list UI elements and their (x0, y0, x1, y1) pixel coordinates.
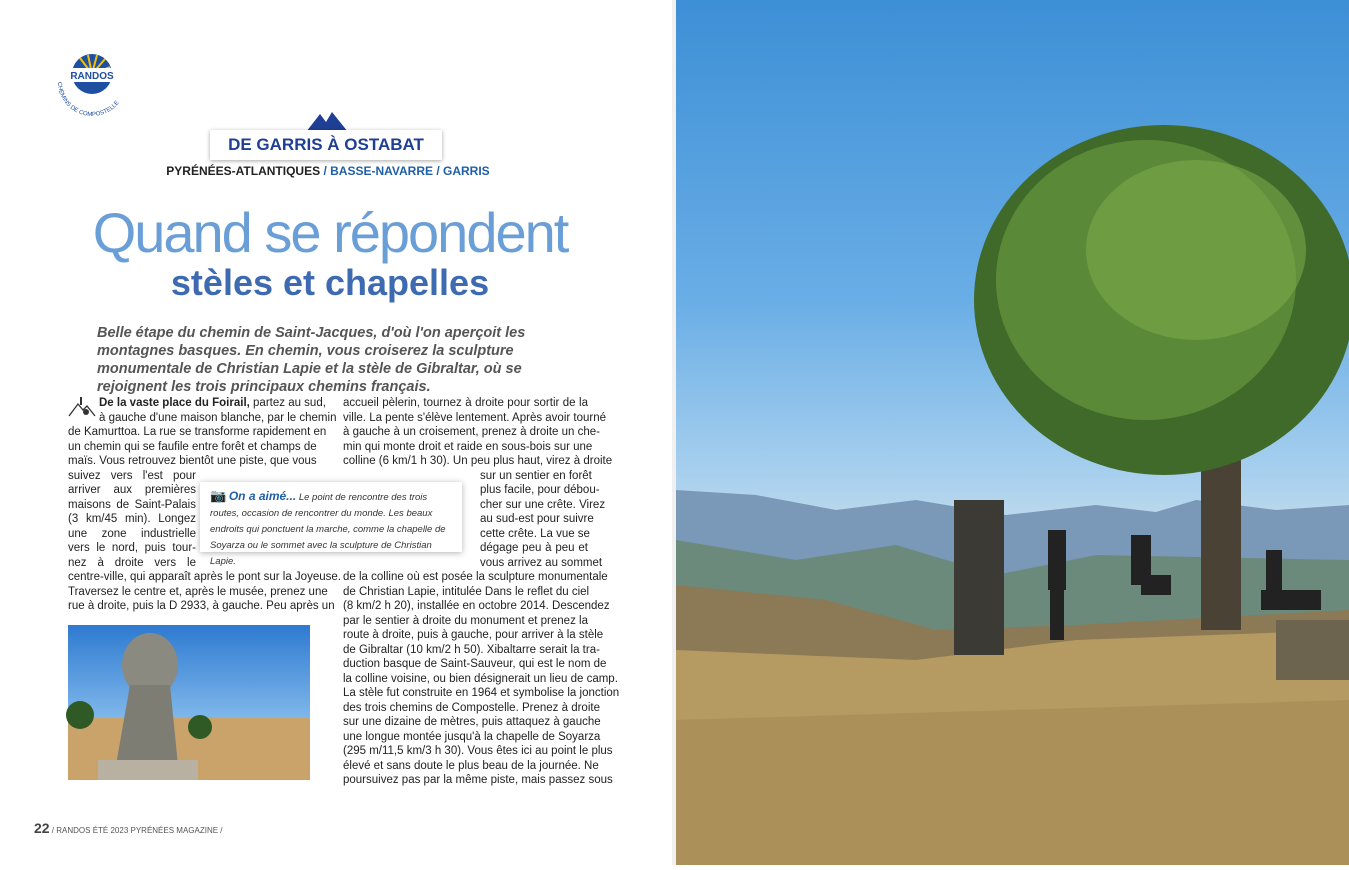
line-text: accueil pèlerin, tournez à droite pour sortir de la (343, 397, 588, 409)
line-text: des trois chemins de Compostelle. Prenez à droite (343, 701, 600, 714)
line-text: au sud-est pour suivre (480, 513, 594, 525)
line-text: duction basque de Saint-Sauveur, qui est le nom de (343, 658, 607, 670)
mountain-icon (306, 110, 348, 132)
left-page (0, 0, 672, 865)
line-text: à gauche à un croisement, prenez à droite un che- (343, 426, 600, 438)
line-text: élevé et sans doute le plus beau de la journée. Ne (343, 759, 599, 772)
text-line (343, 759, 599, 774)
line-text: par le sentier à droite du monument et prenez la (343, 614, 588, 627)
text-line (343, 411, 607, 426)
text-line (68, 585, 328, 600)
text-line (343, 686, 620, 701)
headline-line2: stèles et chapelles (170, 262, 490, 303)
text-line (68, 570, 341, 585)
subregion: / BASSE-NAVARRE / GARRIS (323, 164, 490, 178)
callout-text: Le point de rencontre des trois routes, occasion de rencontrer du monde. Les beaux endroits qui ponctuent la marche, comme la chapelle de Soyarza ou le sommet avec la sculpture de Christian Lapie. (210, 492, 446, 567)
text-line (480, 556, 603, 571)
text-line (68, 483, 196, 498)
text-line (343, 425, 600, 440)
region: PYRÉNÉES-ATLANTIQUES (166, 164, 321, 178)
line-text: à gauche d'une maison blanche, par le chemin (99, 411, 337, 424)
page-number: 22 (34, 820, 50, 836)
text-line (343, 730, 601, 745)
line-text: une longue montée jusqu'à la chapelle de Soyarza (343, 730, 601, 743)
lead-in: De la vaste place du Foirail, (99, 397, 250, 409)
text-line (343, 643, 600, 658)
line-text: arriver aux premières (68, 484, 196, 496)
line-text: de Gibraltar (10 km/2 h 50). Xibaltarre serait la tra- (343, 643, 600, 656)
line-text: plus facile, pour débou- (480, 484, 600, 496)
line-text: cette crête. La vue se (480, 527, 590, 540)
text-line (68, 512, 196, 527)
line-text: dégage peu à peu et (480, 542, 588, 554)
line-text: suivez vers l'est pour (68, 469, 196, 482)
text-line (480, 469, 592, 484)
text-line (343, 454, 613, 469)
landscape-photo (676, 0, 1349, 865)
line-text: La stèle fut construite en 1964 et symbolise la jonction (343, 687, 620, 699)
line-text: (3 km/45 min). Longez (68, 513, 196, 525)
svg-text:RANDOS: RANDOS (70, 71, 114, 82)
line-text: Traversez le centre et, après le musée, prenez une (68, 585, 328, 598)
line-text: centre-ville, qui apparaît après le pont sur la Joyeuse. (68, 571, 341, 583)
line-text: route à droite, puis à gauche, pour arriver à la stèle (343, 629, 604, 641)
line-text: nez à droite vers le (68, 556, 196, 569)
line-text: rue à droite, puis la D 2933, à gauche. Peu après un (68, 600, 335, 612)
footer-text: / RANDOS ÉTÉ 2023 PYRÉNÉES MAGAZINE / (49, 826, 223, 835)
text-line (343, 701, 600, 716)
line-text: un chemin qui se faufile entre forêt et champs de (68, 440, 317, 453)
text-line (343, 585, 588, 600)
text-line (343, 614, 588, 629)
text-line (343, 715, 601, 730)
route-title: DE GARRIS À OSTABAT (210, 130, 442, 160)
page-footer (34, 820, 223, 836)
line-text: colline (6 km/1 h 30). Un peu plus haut, virez à droite (343, 455, 613, 467)
svg-text:CHEMINS DE COMPOSTELLE: CHEMINS DE COMPOSTELLE (55, 81, 121, 119)
callout-label: On a aimé... (228, 489, 297, 503)
line-text: sur une dizaine de mètres, puis attaquez à gauche (343, 716, 601, 728)
text-line (68, 599, 335, 614)
text-line (480, 527, 588, 542)
line-text: de la colline où est posée la sculpture monumentale (343, 571, 608, 583)
randos-logo (52, 52, 132, 122)
line-text: poursuivez pas par la même piste, mais passez sous (343, 774, 613, 786)
stele-photo (68, 625, 310, 780)
text-line (343, 599, 610, 614)
line-text: vers le nord, puis tour- (68, 542, 196, 554)
location-breadcrumb (0, 164, 656, 178)
text-line (68, 527, 196, 542)
text-line (68, 425, 327, 440)
line-text: la colline voisine, ou bien désignerait un lieu de camp. (343, 672, 618, 685)
text-line (343, 440, 593, 455)
line-text: partez au sud, (249, 397, 326, 409)
camera-icon: 📷 (210, 488, 227, 503)
line-text: maisons de Saint-Palais (68, 498, 196, 511)
line-text: ville. La pente s'élève lentement. Après avoir tourné (343, 411, 607, 424)
line-text: min qui monte droit et raide en sous-bois sur une (343, 440, 593, 453)
text-line (343, 657, 607, 672)
headline-line1: Quand se répondent (92, 201, 568, 264)
text-line (99, 396, 326, 411)
text-line (343, 570, 608, 585)
text-line (68, 440, 317, 455)
text-line (99, 411, 337, 426)
text-line (68, 541, 196, 556)
text-line (68, 498, 196, 513)
line-text: cher sur une crête. Virez (480, 498, 606, 511)
line-text: sur un sentier en forêt (480, 469, 592, 482)
text-line (480, 498, 606, 513)
text-line (480, 483, 600, 498)
text-line (343, 773, 613, 788)
text-line (343, 628, 604, 643)
line-text: maïs. Vous retrouvez bientôt une piste, que vous (68, 455, 317, 467)
line-text: vous arrivez au sommet (480, 556, 603, 569)
line-text: de Christian Lapie, intitulée Dans le reflet du ciel (343, 585, 590, 598)
line-text: de Kamurttoa. La rue se transforme rapidement en (68, 426, 327, 438)
body-column-2 (343, 396, 620, 788)
text-line (343, 744, 613, 759)
line-text: une zone industrielle (68, 527, 196, 540)
text-line (343, 672, 618, 687)
text-line (480, 541, 588, 556)
line-text: (8 km/2 h 20), installée en octobre 2014. Descendez (343, 600, 610, 612)
intro-paragraph: Belle étape du chemin de Saint-Jacques, d'où l'on aperçoit les montagnes basques. En chemin, vous croiserez la sculpture monumentale de Christian Lapie et la stèle de Gibraltar, où se rejoignent les trois principaux chemins français. (97, 325, 526, 395)
text-line (68, 556, 196, 571)
line-text: (295 m/11,5 km/3 h 30). Vous êtes ici au point le plus (343, 745, 613, 757)
text-line (480, 512, 594, 527)
text-line (68, 454, 317, 469)
on-a-aime-callout (200, 482, 462, 567)
text-line (68, 469, 196, 484)
text-line (343, 396, 588, 411)
